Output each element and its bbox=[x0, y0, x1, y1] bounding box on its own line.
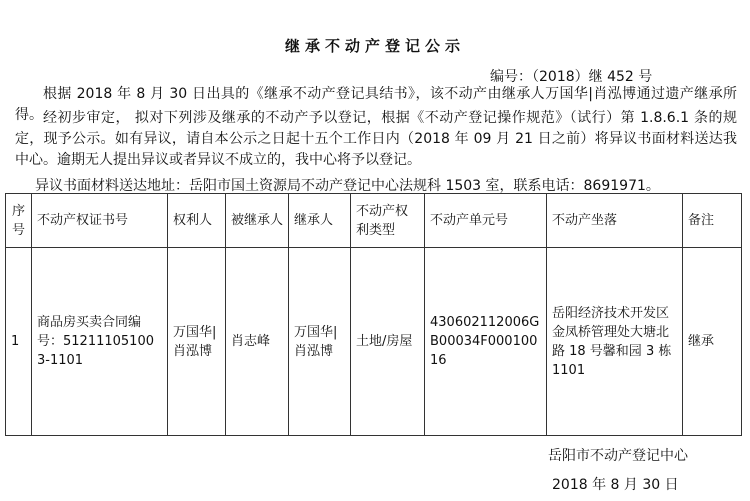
header-right-type: 不动产权利类型 bbox=[351, 194, 425, 248]
review-paragraph: 经初步审定， 拟对下列涉及继承的不动产予以登记，根据《不动产登记操作规范》（试行）第 1.8.6.1 条的规定，现予公示。如有异议，请自本公示之日起十五个工作日内（2018 年 09 月 21 日之前）将异议书面材料送达我中心。逾期无人提出异议或者异议不成立的，我中心将予以登记。 bbox=[15, 110, 737, 168]
header-seq: 序号 bbox=[6, 194, 32, 248]
cell-cert: 商品房买卖合同编号：512111051003-1101 bbox=[32, 248, 168, 436]
header-decedent: 被继承人 bbox=[226, 194, 289, 248]
header-owner: 权利人 bbox=[168, 194, 226, 248]
table-row bbox=[6, 248, 742, 436]
objection-address: 异议书面材料送达地址：岳阳市国土资源局不动产登记中心法规科 1503 室，联系电话：8691971。 bbox=[35, 178, 660, 194]
cell-location: 岳阳经济技术开发区金凤桥管理处大塘北路 18 号馨和园 3 栋 1101 bbox=[547, 248, 683, 436]
issuing-organization: 岳阳市不动产登记中心 bbox=[548, 448, 688, 464]
issue-date: 2018 年 8 月 30 日 bbox=[552, 477, 679, 493]
cell-decedent: 肖志峰 bbox=[226, 248, 289, 436]
property-table bbox=[5, 193, 742, 436]
cell-right-type: 土地/房屋 bbox=[351, 248, 425, 436]
header-location: 不动产坐落 bbox=[547, 194, 683, 248]
cell-owner: 万国华|肖泓博 bbox=[168, 248, 226, 436]
header-unit-no: 不动产单元号 bbox=[425, 194, 547, 248]
reference-number: 编号：（2018）继 452 号 bbox=[490, 69, 653, 85]
intro-paragraph: 根据 2018 年 8 月 30 日出具的《继承不动产登记具结书》，该不动产由继承人万国华|肖泓博通过遗产继承所得。 bbox=[15, 86, 737, 123]
table-header-row bbox=[6, 194, 742, 248]
cell-unit-no: 430602112006GB00034F00010016 bbox=[425, 248, 547, 436]
header-cert: 不动产权证书号 bbox=[32, 194, 168, 248]
cell-remark: 继承 bbox=[683, 248, 742, 436]
cell-heir: 万国华|肖泓博 bbox=[289, 248, 351, 436]
cell-seq: 1 bbox=[6, 248, 32, 436]
header-heir: 继承人 bbox=[289, 194, 351, 248]
header-remark: 备注 bbox=[683, 194, 742, 248]
notice-title: 继承不动产登记公示 bbox=[284, 37, 465, 55]
